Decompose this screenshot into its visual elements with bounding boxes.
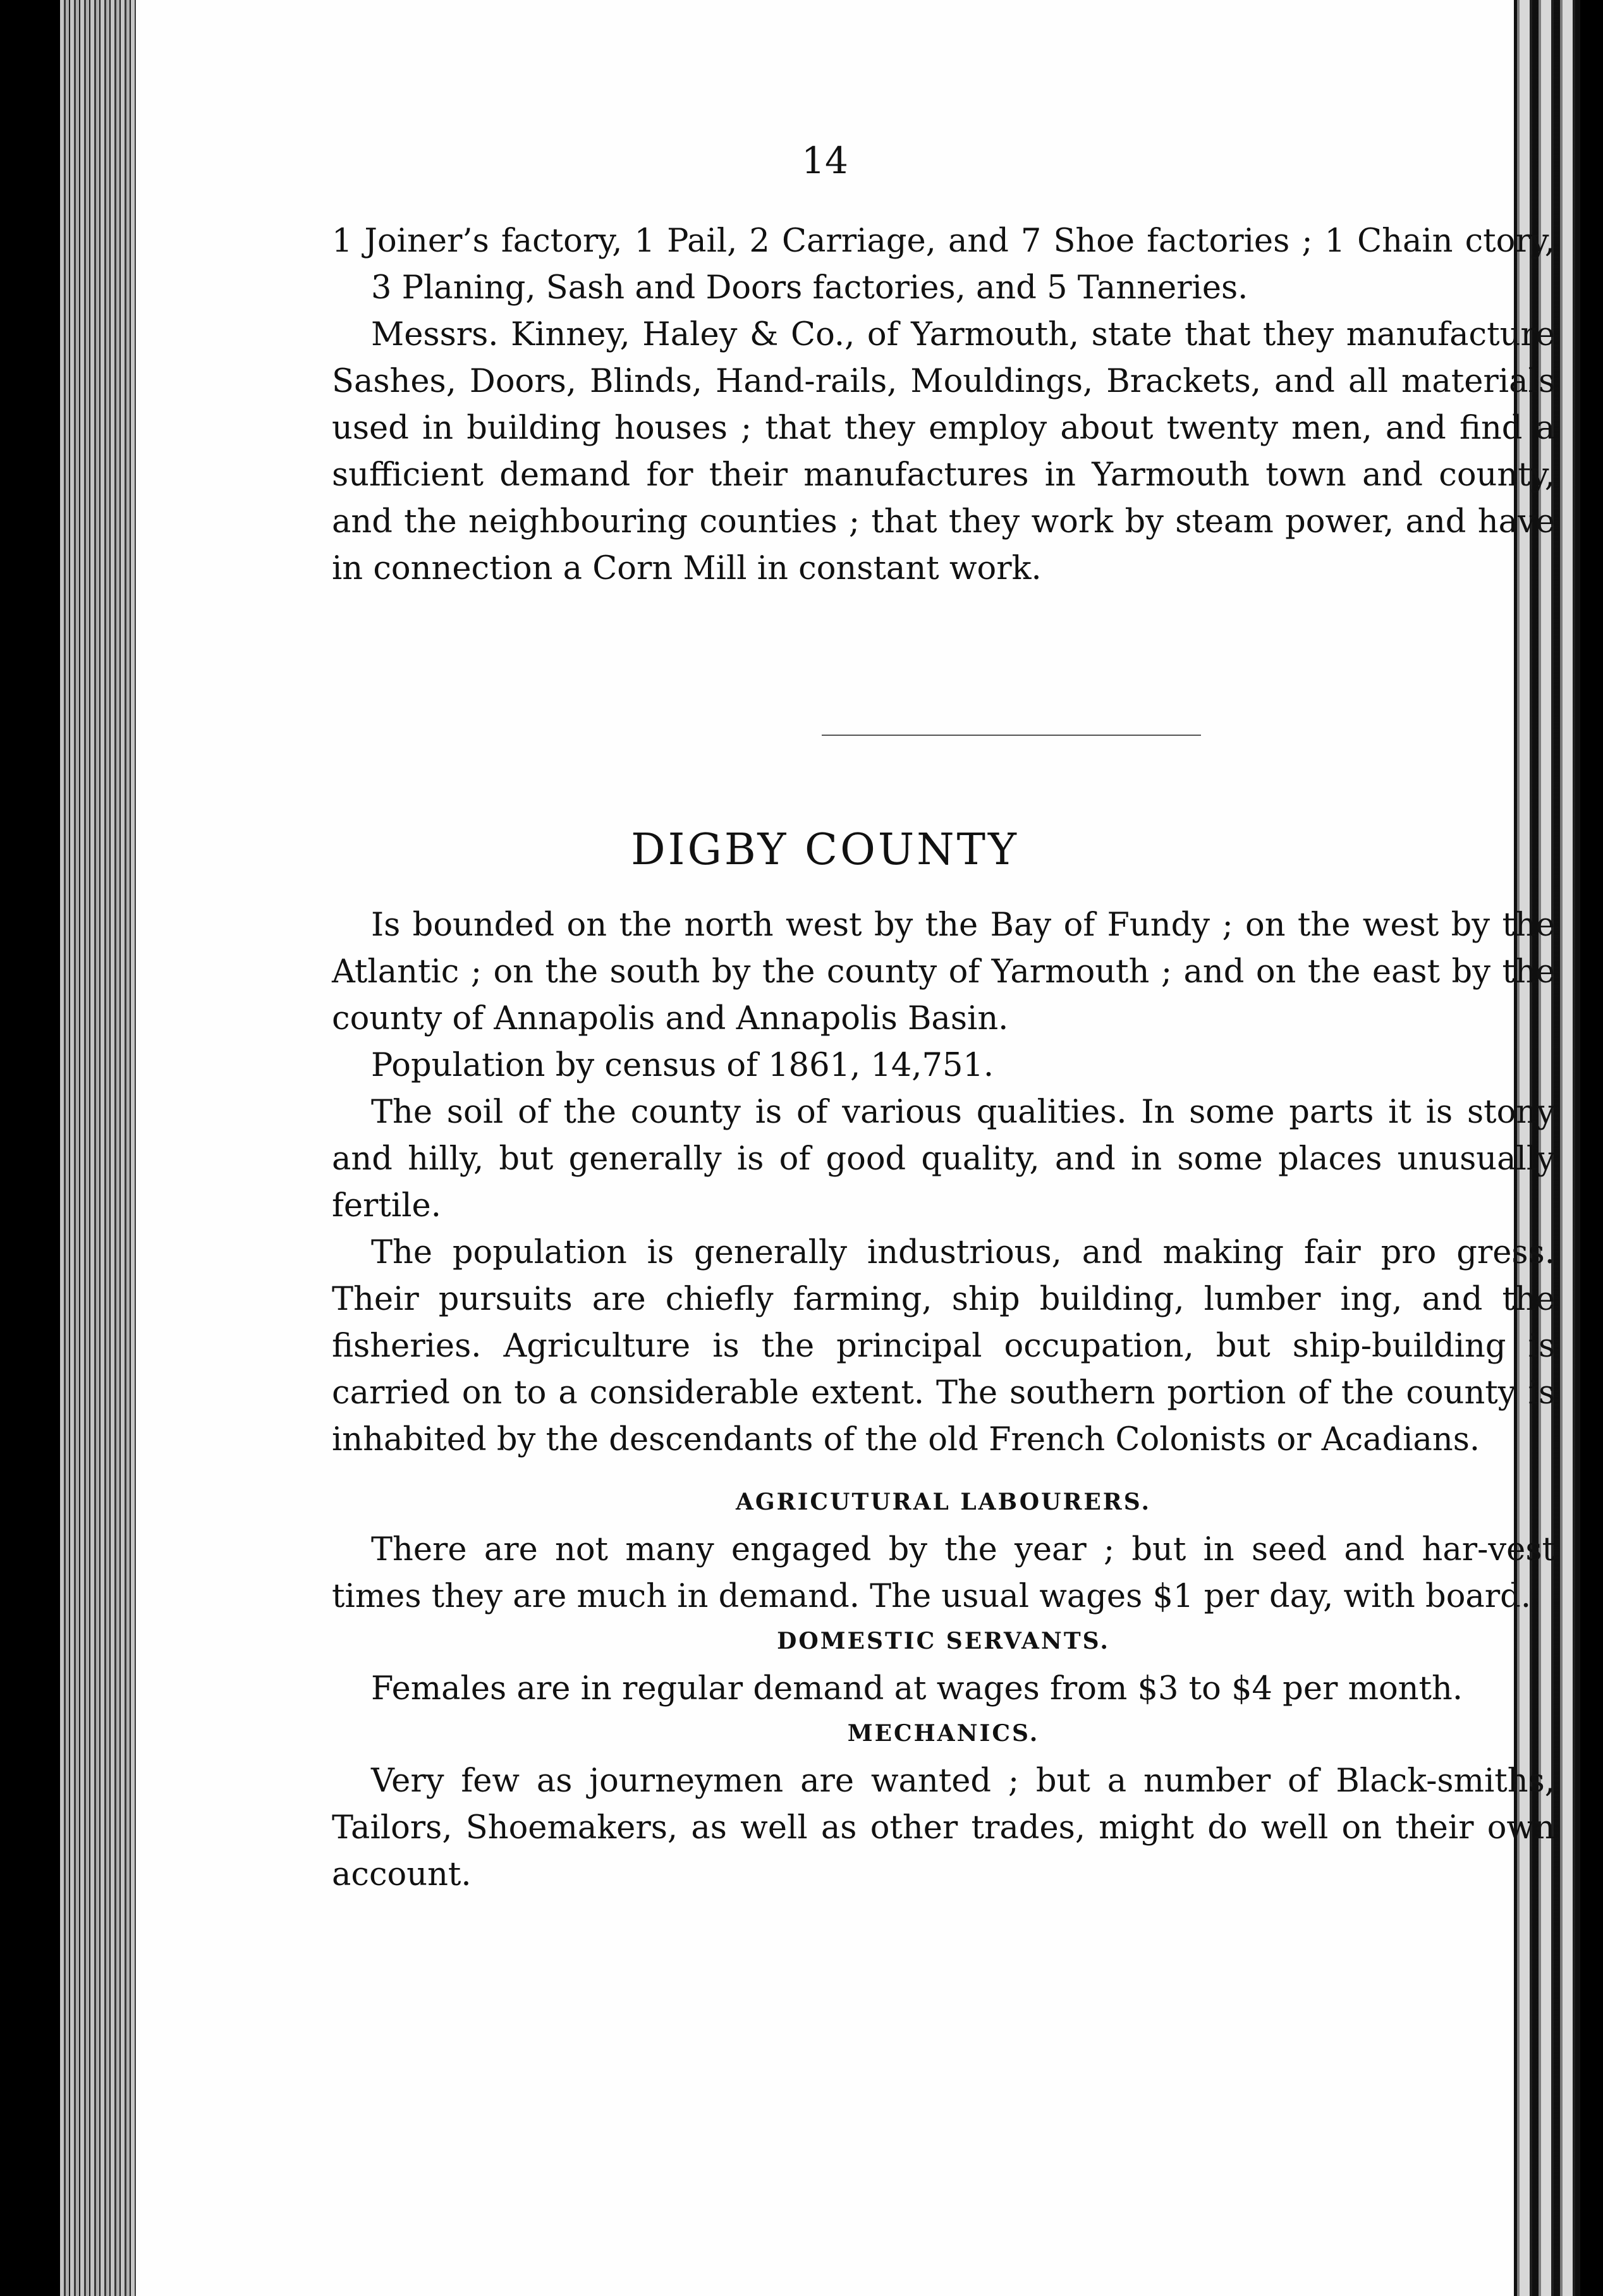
section-heading: MECHANICS. (847, 1720, 1040, 1747)
section-divider (822, 735, 1201, 736)
section-heading: DOMESTIC SERVANTS. (777, 1628, 1110, 1654)
section-text: Very few as journeymen are wanted ; but a number of Black-smiths, Tailors, Shoemakers, as well as other trades, might do well on their own account. (332, 1762, 1555, 1893)
page (136, 0, 1555, 2296)
page-number: 14 (802, 139, 848, 182)
county-paragraph: Is bounded on the north west by the Bay of Fundy ; on the west by the Atlantic ; on the south by the county of Yarmouth ; and on the east by the county of Annapolis and Annapolis Basin. (332, 907, 1555, 1037)
section-heading: AGRICUTURAL LABOURERS. (736, 1489, 1151, 1515)
section-text: Females are in regular demand at wages from $3 to $4 per month. (371, 1670, 1463, 1707)
intro-paragraph: 1 Joiner’s factory, 1 Pail, 2 Carriage, and 7 Shoe factories ; 1 Chain ctory, 3 Planing, Sash and Doors factories, and 5 Tanneries. (332, 223, 1555, 307)
intro-block (332, 218, 1555, 592)
county-description (332, 902, 1555, 1898)
page-stack-edge (60, 0, 142, 2296)
county-paragraph: Population by census of 1861, 14,751. (371, 1047, 994, 1084)
county-paragraph: The population is generally industrious, and making fair pro gress. Their pursuits are chiefly farming, ship building, lumber ing, and the fisheries. Agriculture is the principal occupation, but ship-building is carried on to a considerable extent. The southern portion of the county is inhabited by the descendants of the old French Colonists or Acadians. (332, 1234, 1555, 1458)
section-text: There are not many engaged by the year ; but in seed and har-vest times they are much in demand. The usual wages $1 per day, with board. (332, 1531, 1555, 1615)
county-title: DIGBY COUNTY (631, 825, 1019, 875)
intro-paragraph: Messrs. Kinney, Haley & Co., of Yarmouth, state that they manufacture Sashes, Doors, Blinds, Hand-rails, Mouldings, Brackets, and all materials used in building houses ; that they employ about twenty men, and find a sufficient demand for their manufactures in Yarmouth town and county, and the neighbouring counties ; that they work by steam power, and have in connection a Corn Mill in constant work. (332, 316, 1555, 587)
county-paragraph: The soil of the county is of various qualities. In some parts it is stony and hilly, but generally is of good quality, and in some places unusually fertile. (332, 1094, 1555, 1224)
